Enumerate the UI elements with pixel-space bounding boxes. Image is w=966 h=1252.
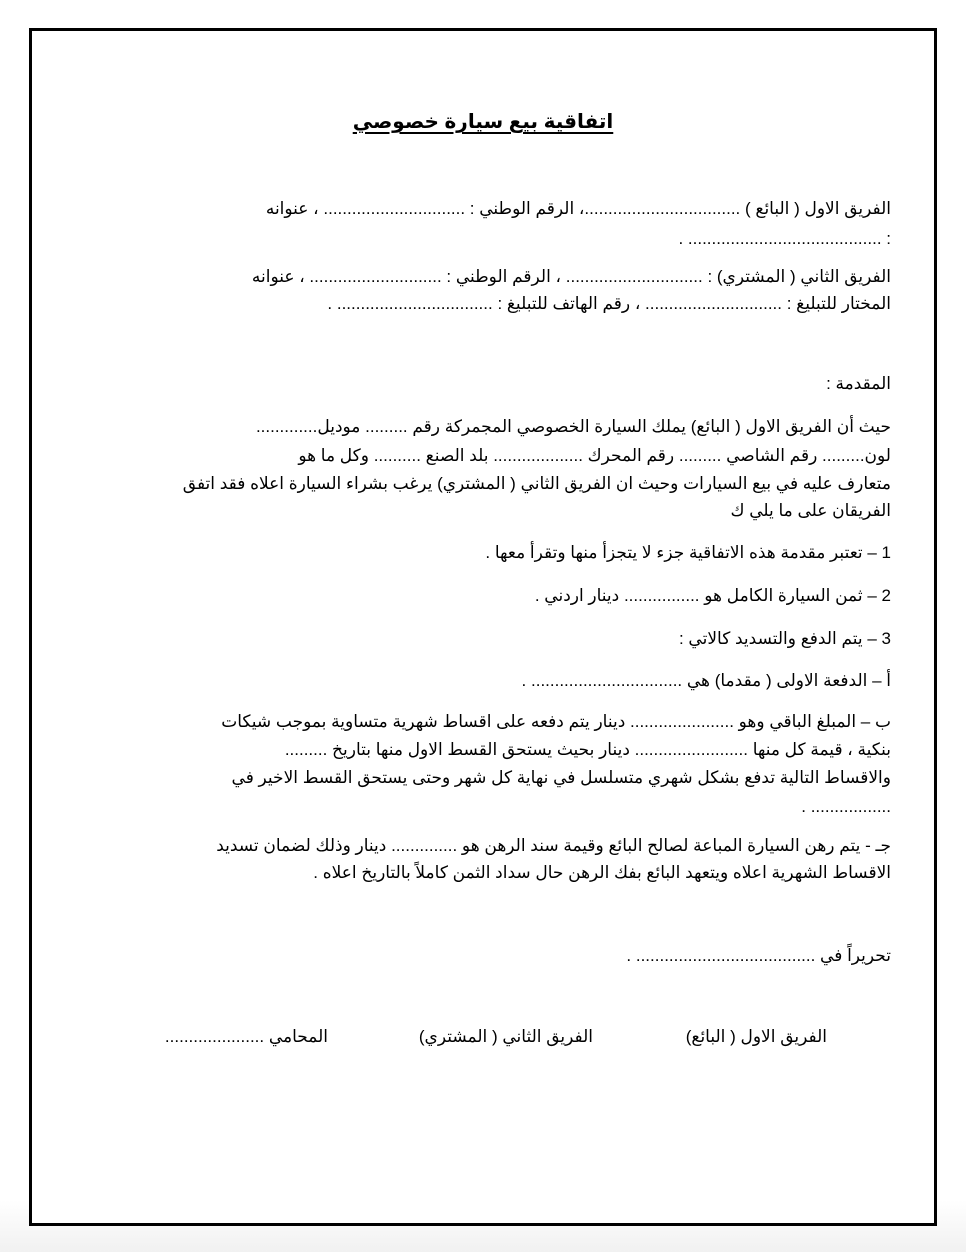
clause-3b-line-4: ................. . bbox=[801, 797, 891, 816]
second-party-line-1: الفريق الثاني ( المشتري) : ............................. ، الرقم الوطني : ............................ ، عنوانه bbox=[251, 267, 891, 286]
clause-3a: أ – الدفعة الاولى ( مقدما) هي ................................ . bbox=[521, 671, 891, 690]
clause-3: 3 – يتم الدفع والتسديد كالاتي : bbox=[678, 629, 891, 648]
signature-second-party: الفريق الثاني ( المشتري) bbox=[418, 1027, 593, 1046]
clause-3b-line-3: والاقساط التالية تدفع بشكل شهري متسلسل في نهاية كل شهر وحتى يستحق القسط الاخير في bbox=[231, 768, 891, 787]
clause-3c-line-2: الاقساط الشهرية اعلاه ويتعهد البائع بفك الرهن حال سداد الثمن كاملاً بالتاريخ اعلاه . bbox=[313, 863, 891, 882]
intro-line-2: لون......... رقم الشاصي ......... رقم المحرك ................... بلد الصنع .......... وكل ما هو bbox=[298, 446, 891, 465]
title-text: اتفاقية بيع سيارة خصوصي bbox=[352, 111, 614, 133]
clause-3c-line-1: جـ - يتم رهن السيارة المباعة لصالح البائع وقيمة سند الرهن هو .............. دينار وذلك لضمان تسديد bbox=[216, 836, 891, 855]
first-party-line-2: : ......................................... . bbox=[678, 229, 891, 248]
intro-heading: المقدمة : bbox=[826, 374, 891, 393]
first-party-line-1: الفريق الاول ( البائع ) .................................، الرقم الوطني : .............................. ، عنوانه bbox=[265, 199, 891, 218]
written-at: تحريراً في ...................................... . bbox=[626, 946, 891, 965]
signature-first-party: الفريق الاول ( البائع) bbox=[685, 1027, 827, 1046]
clause-3b-line-2: بنكية ، قيمة كل منها ........................ دينار بحيث يستحق القسط الاول منها بتاريخ ......... bbox=[284, 740, 891, 759]
clause-3b-line-1: ب – المبلغ الباقي وهو ...................... دينار يتم دفعه على اقساط شهرية متساوية بموجب شيكات bbox=[221, 712, 891, 731]
clause-1: 1 – تعتبر مقدمة هذه الاتفاقية جزء لا يتجزأ منها وتقرأ معها . bbox=[485, 543, 891, 562]
signature-lawyer: المحامي ..................... bbox=[164, 1027, 328, 1046]
second-party-line-2: المختار للتبليغ : ............................. ، رقم الهاتف للتبليغ : ................................. . bbox=[327, 294, 891, 313]
clause-2: 2 – ثمن السيارة الكامل هو ................ دينار اردني . bbox=[534, 586, 891, 605]
intro-line-4: الفريقان على ما يلي ك bbox=[730, 501, 891, 520]
intro-line-3: متعارف عليه في بيع السيارات وحيث ان الفريق الثاني ( المشتري) يرغب بشراء السيارة اعلاه فقد اتفق bbox=[182, 474, 891, 493]
document-title bbox=[32, 109, 934, 134]
intro-line-1: حيث أن الفريق الاول ( البائع) يملك السيارة الخصوصي المجمركة رقم ......... موديل............. bbox=[255, 417, 891, 436]
